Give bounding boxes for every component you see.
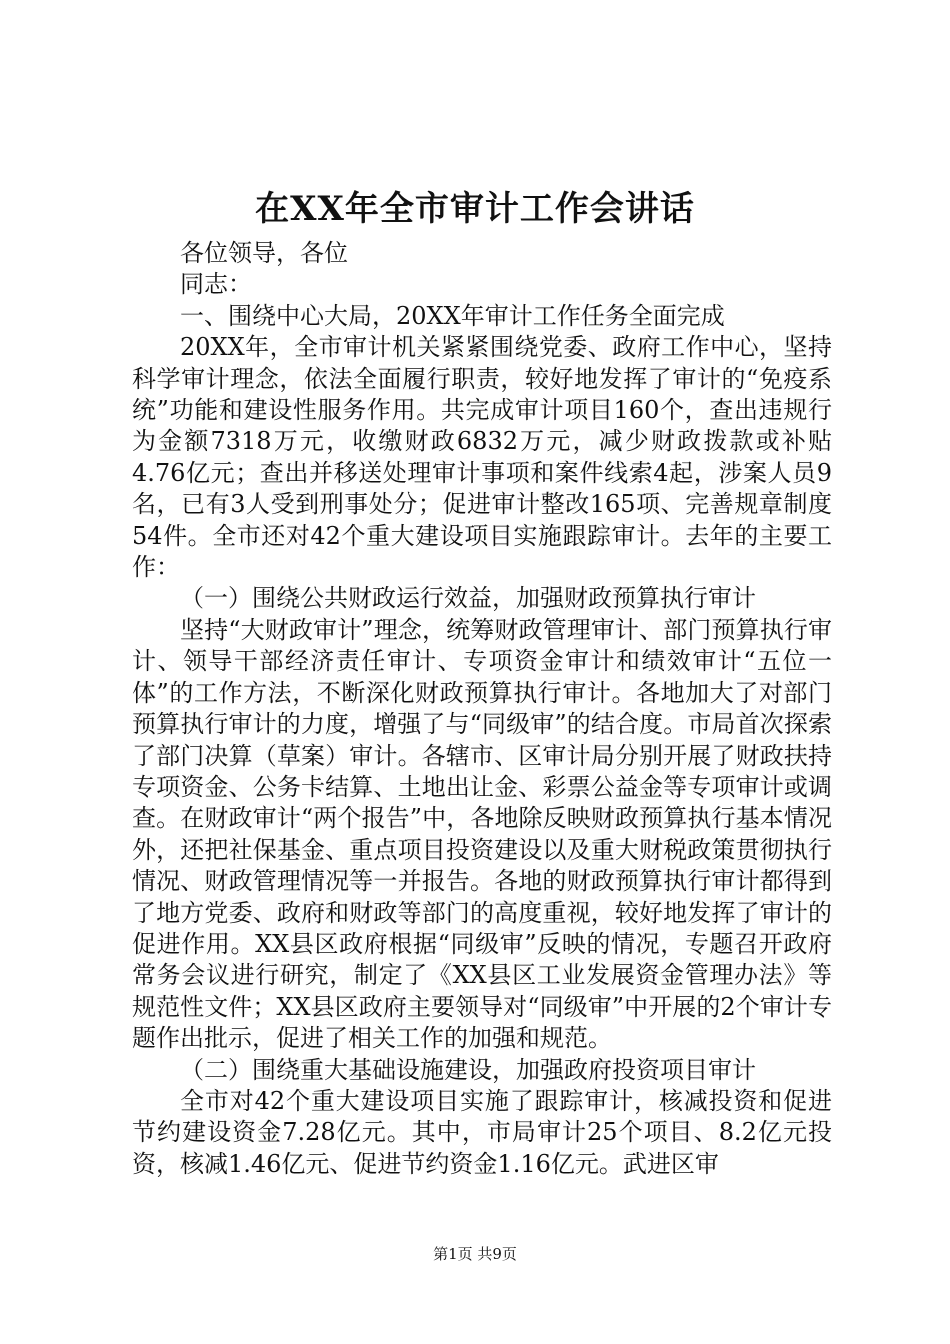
subsection-heading-2: （二）围绕重大基础设施建设，加强政府投资项目审计 — [180, 1055, 756, 1084]
section-heading-1: 一、围绕中心大局，20XX年审计工作任务全面完成 — [180, 301, 725, 330]
greeting-line: 各位领导，各位 — [180, 239, 348, 267]
page-number-footer: 第1页 共9页 — [433, 1245, 517, 1263]
subsection-heading-1: （一）围绕公共财政运行效益，加强财政预算执行审计 — [180, 584, 756, 613]
paragraph-investment-audit: 全市对42个重大建设项目实施了跟踪审计，核减投资和促进节约建设资金7.28亿元。其中，市局审计25个项目、8.2亿元投资，核减1.46亿元、促进节约资金1.16亿元。武进区审 — [132, 1086, 832, 1178]
document-title: 在XX年全市审计工作会讲话 — [255, 189, 695, 229]
greeting-line-continued: 同志： — [180, 270, 252, 299]
paragraph-summary: 20XX年，全市审计机关紧紧围绕党委、政府工作中心，坚持科学审计理念，依法全面履行职责，较好地发挥了审计的“免疫系统”功能和建设性服务作用。共完成审计项目160个，查出违规行为金额7318万元，收缴财政6832万元，减少财政拨款或补贴4.76亿元；查出并移送处理审计事项和案件线索4起，涉案人员9名，已有3人受到刑事处分；促进审计整改165项、完善规章制度54件。全市还对42个重大建设项目实施跟踪审计。去年的主要工作： — [132, 333, 832, 582]
document-body — [132, 238, 832, 1180]
paragraph-budget-audit: 坚持“大财政审计”理念，统筹财政管理审计、部门预算执行审计、领导干部经济责任审计、专项资金审计和绩效审计“五位一体”的工作方法，不断深化财政预算执行审计。各地加大了对部门预算执行审计的力度，增强了与“同级审”的结合度。市局首次探索了部门决算（草案）审计。各辖市、区审计局分别开展了财政扶持专项资金、公务卡结算、土地出让金、彩票公益金等专项审计或调查。在财政审计“两个报告”中，各地除反映财政预算执行基本情况外，还把社保基金、重点项目投资建设以及重大财税政策贯彻执行情况、财政管理情况等一并报告。各地的财政预算执行审计都得到了地方党委、政府和财政等部门的高度重视，较好地发挥了审计的促进作用。XX县区政府根据“同级审”反映的情况，专题召开政府常务会议进行研究，制定了《XX县区工业发展资金管理办法》等规范性文件；XX县区政府主要领导对“同级审”中开展的2个审计专题作出批示，促进了相关工作的加强和规范。 — [132, 615, 832, 1053]
